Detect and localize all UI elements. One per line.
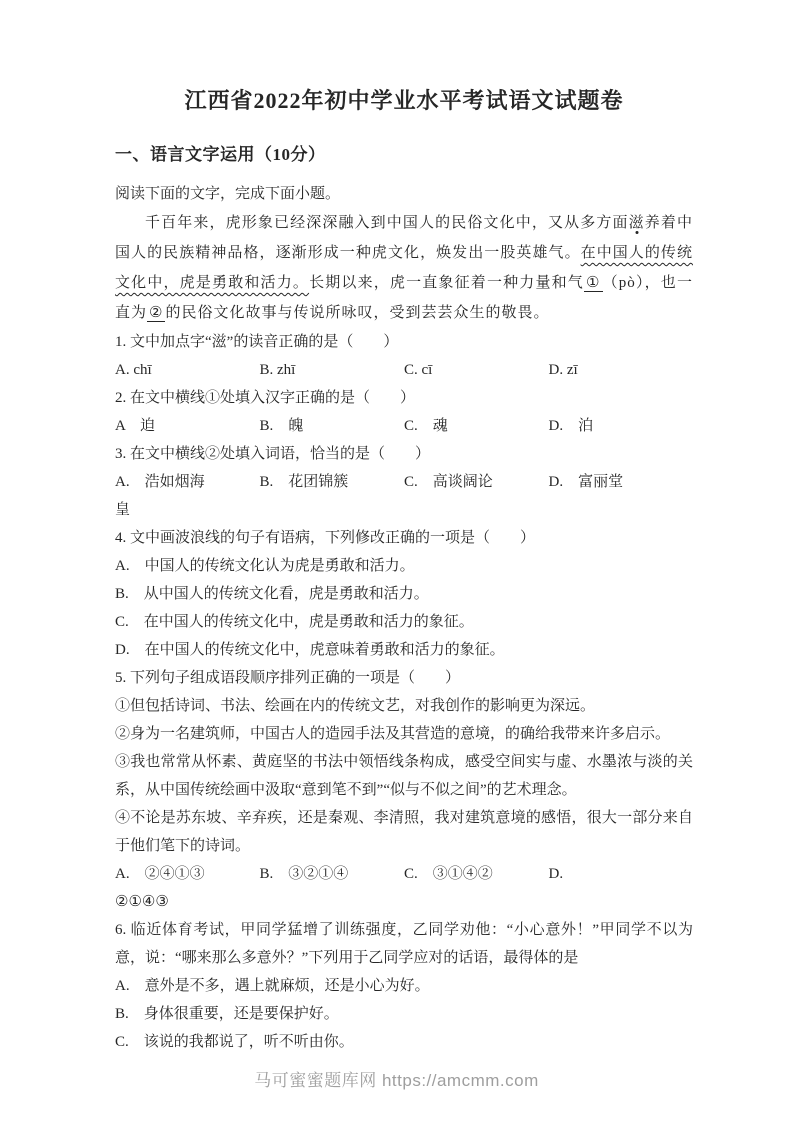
option-b: B. zhī: [259, 362, 296, 378]
option-b: B. 身体很重要，还是要保护好。: [115, 1006, 339, 1022]
question-4: [115, 524, 693, 664]
option-c: C. 在中国人的传统文化中，虎是勇敢和活力的象征。: [115, 614, 474, 630]
passage-seg5: 的民俗文化故事与传说所咏叹，受到芸芸众生的敬畏。: [165, 305, 550, 321]
question-5-sentence-1: ①但包括诗词、书法、绘画在内的传统文艺，对我创作的影响更为深远。: [115, 698, 596, 714]
option-a: A. 中国人的传统文化认为虎是勇敢和活力。: [115, 558, 415, 574]
option-d: D. 泊: [548, 418, 594, 434]
option-b: B. 从中国人的传统文化看，虎是勇敢和活力。: [115, 586, 429, 602]
option-c: C. 该说的我都说了，听不听由你。: [115, 1034, 354, 1050]
option-d: D. 在中国人的传统文化中，虎意味着勇敢和活力的象征。: [115, 642, 505, 658]
question-4-stem: 4. 文中画波浪线的句子有语病，下列修改正确的一项是（ ）: [115, 530, 536, 546]
intro-text: 阅读下面的文字，完成下面小题。: [115, 186, 341, 202]
question-2: [115, 384, 693, 440]
option-d: D. zī: [548, 362, 578, 378]
option-d: D.: [548, 866, 564, 882]
question-3-stem: 3. 在文中横线②处填入词语，恰当的是（ ）: [115, 446, 431, 462]
section-heading: 一、语言文字运用（10分）: [115, 145, 326, 164]
question-5-stem: 5. 下列句子组成语段顺序排列正确的一项是（ ）: [115, 670, 461, 686]
question-3-options: [115, 468, 693, 496]
question-2-stem: 2. 在文中横线①处填入汉字正确的是（ ）: [115, 390, 416, 406]
question-5-sentence-2: ②身为一名建筑师，中国古人的造园手法及其营造的意境，的确给我带来许多启示。: [115, 726, 671, 742]
question-1: [115, 328, 693, 384]
option-c: C. 魂: [404, 418, 448, 434]
option-d: D. 富丽堂: [548, 474, 624, 490]
option-a: A. chī: [115, 362, 152, 378]
watermark-footer: 马可蜜蜜题库网 https://amcmm.com: [254, 1071, 539, 1090]
passage-seg2: 养着中国人的民族精神品格，逐渐形成一种虎文化，焕发出一股英雄气。: [115, 215, 693, 261]
option-c: C. ③①④②: [404, 866, 493, 882]
reading-passage: [115, 208, 693, 328]
question-2-options: [115, 412, 693, 440]
wavy-underlined-sentence: 在中国人的传统文化中，虎是勇敢和活力。: [115, 245, 693, 291]
option-a: A 迫: [115, 418, 156, 434]
question-3: [115, 440, 693, 524]
question-5-sentence-3: ③我也常常从怀素、黄庭坚的书法中领悟线条构成，感受空间实与虚、水墨浓与淡的关系，从中国传统绘画中汲取“意到笔不到”“似与不似之间”的艺术理念。: [115, 754, 693, 798]
question-5: [115, 664, 693, 916]
question-1-stem: 1. 文中加点字“滋”的读音正确的是（ ）: [115, 334, 399, 350]
passage-seg1: 千百年来，虎形象已经深深融入到中国人的民俗文化中，又从多方面: [145, 215, 629, 231]
question-5-options: [115, 860, 693, 888]
option-a: A. 浩如烟海: [115, 474, 205, 490]
passage-seg3: 长期以来，虎一直象征着一种力量和气: [309, 275, 584, 291]
question-6: [115, 916, 693, 1056]
option-a: A. 意外是不多，遇上就麻烦，还是小心为好。: [115, 978, 430, 994]
dotted-emphasis-char: 滋: [628, 215, 645, 231]
passage-seg4: （pò），也一直为: [115, 275, 693, 321]
question-5-sentence-4: ④不论是苏东坡、辛弃疾，还是秦观、李清照，我对建筑意境的感悟，很大一部分来自于他们笔下的诗词。: [115, 810, 693, 854]
question-5-option-d-overflow: ②①④③: [115, 894, 169, 910]
fill-blank-2: ②: [149, 305, 164, 321]
question-3-option-d-overflow: 皇: [115, 502, 131, 518]
option-c: C. cī: [404, 362, 433, 378]
option-b: B. 花团锦簇: [259, 474, 349, 490]
question-6-stem: 6. 临近体育考试，甲同学猛增了训练强度，乙同学劝他：“小心意外！”甲同学不以为意，说：“哪来那么多意外？”下列用于乙同学应对的话语，最得体的是: [115, 922, 693, 966]
option-a: A. ②④①③: [115, 866, 205, 882]
option-c: C. 高谈阔论: [404, 474, 493, 490]
fill-blank-1: ①: [585, 275, 601, 291]
question-1-options: [115, 356, 693, 384]
option-b: B. ③②①④: [259, 866, 349, 882]
option-b: B. 魄: [259, 418, 304, 434]
page-title: 江西省2022年初中学业水平考试语文试题卷: [184, 88, 624, 113]
